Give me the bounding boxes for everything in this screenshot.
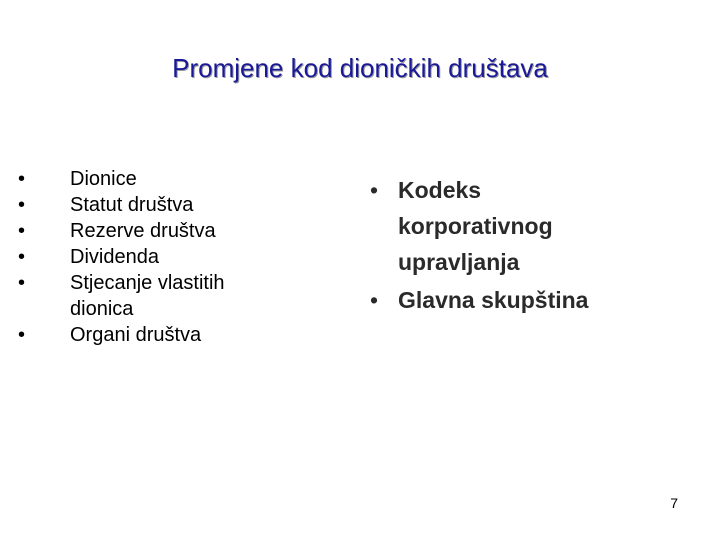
list-item [370,172,700,280]
bullet-icon: • [370,287,379,313]
list-item-text: Glavna skupština [398,287,589,313]
bullet-icon: • [370,177,379,203]
left-bullet-list [18,166,318,348]
slide-title: Promjene kod dioničkih društava [172,53,548,83]
bullet-icon: • [18,272,26,294]
list-item [18,218,318,244]
list-item [18,192,318,218]
list-item [18,270,318,322]
bullet-icon: • [18,246,26,268]
list-item-text: Dionice [70,168,137,190]
slide-number: 7 [670,495,678,511]
list-item [18,166,318,192]
list-item-text: Rezerve društva [70,220,216,242]
list-item-text: Stjecanje vlastitih dionica [70,272,225,320]
bullet-icon: • [18,324,26,346]
list-item-text: Statut društva [70,194,194,216]
list-item-text: Dividenda [70,246,159,268]
bullet-icon: • [18,194,26,216]
list-item [18,322,318,348]
list-item-text: Organi društva [70,324,202,346]
list-item [18,244,318,270]
list-item [370,282,700,318]
bullet-icon: • [18,168,26,190]
right-bullet-list [370,172,700,320]
list-item-text: Kodeks korporativnog upravljanja [398,177,553,275]
bullet-icon: • [18,220,26,242]
